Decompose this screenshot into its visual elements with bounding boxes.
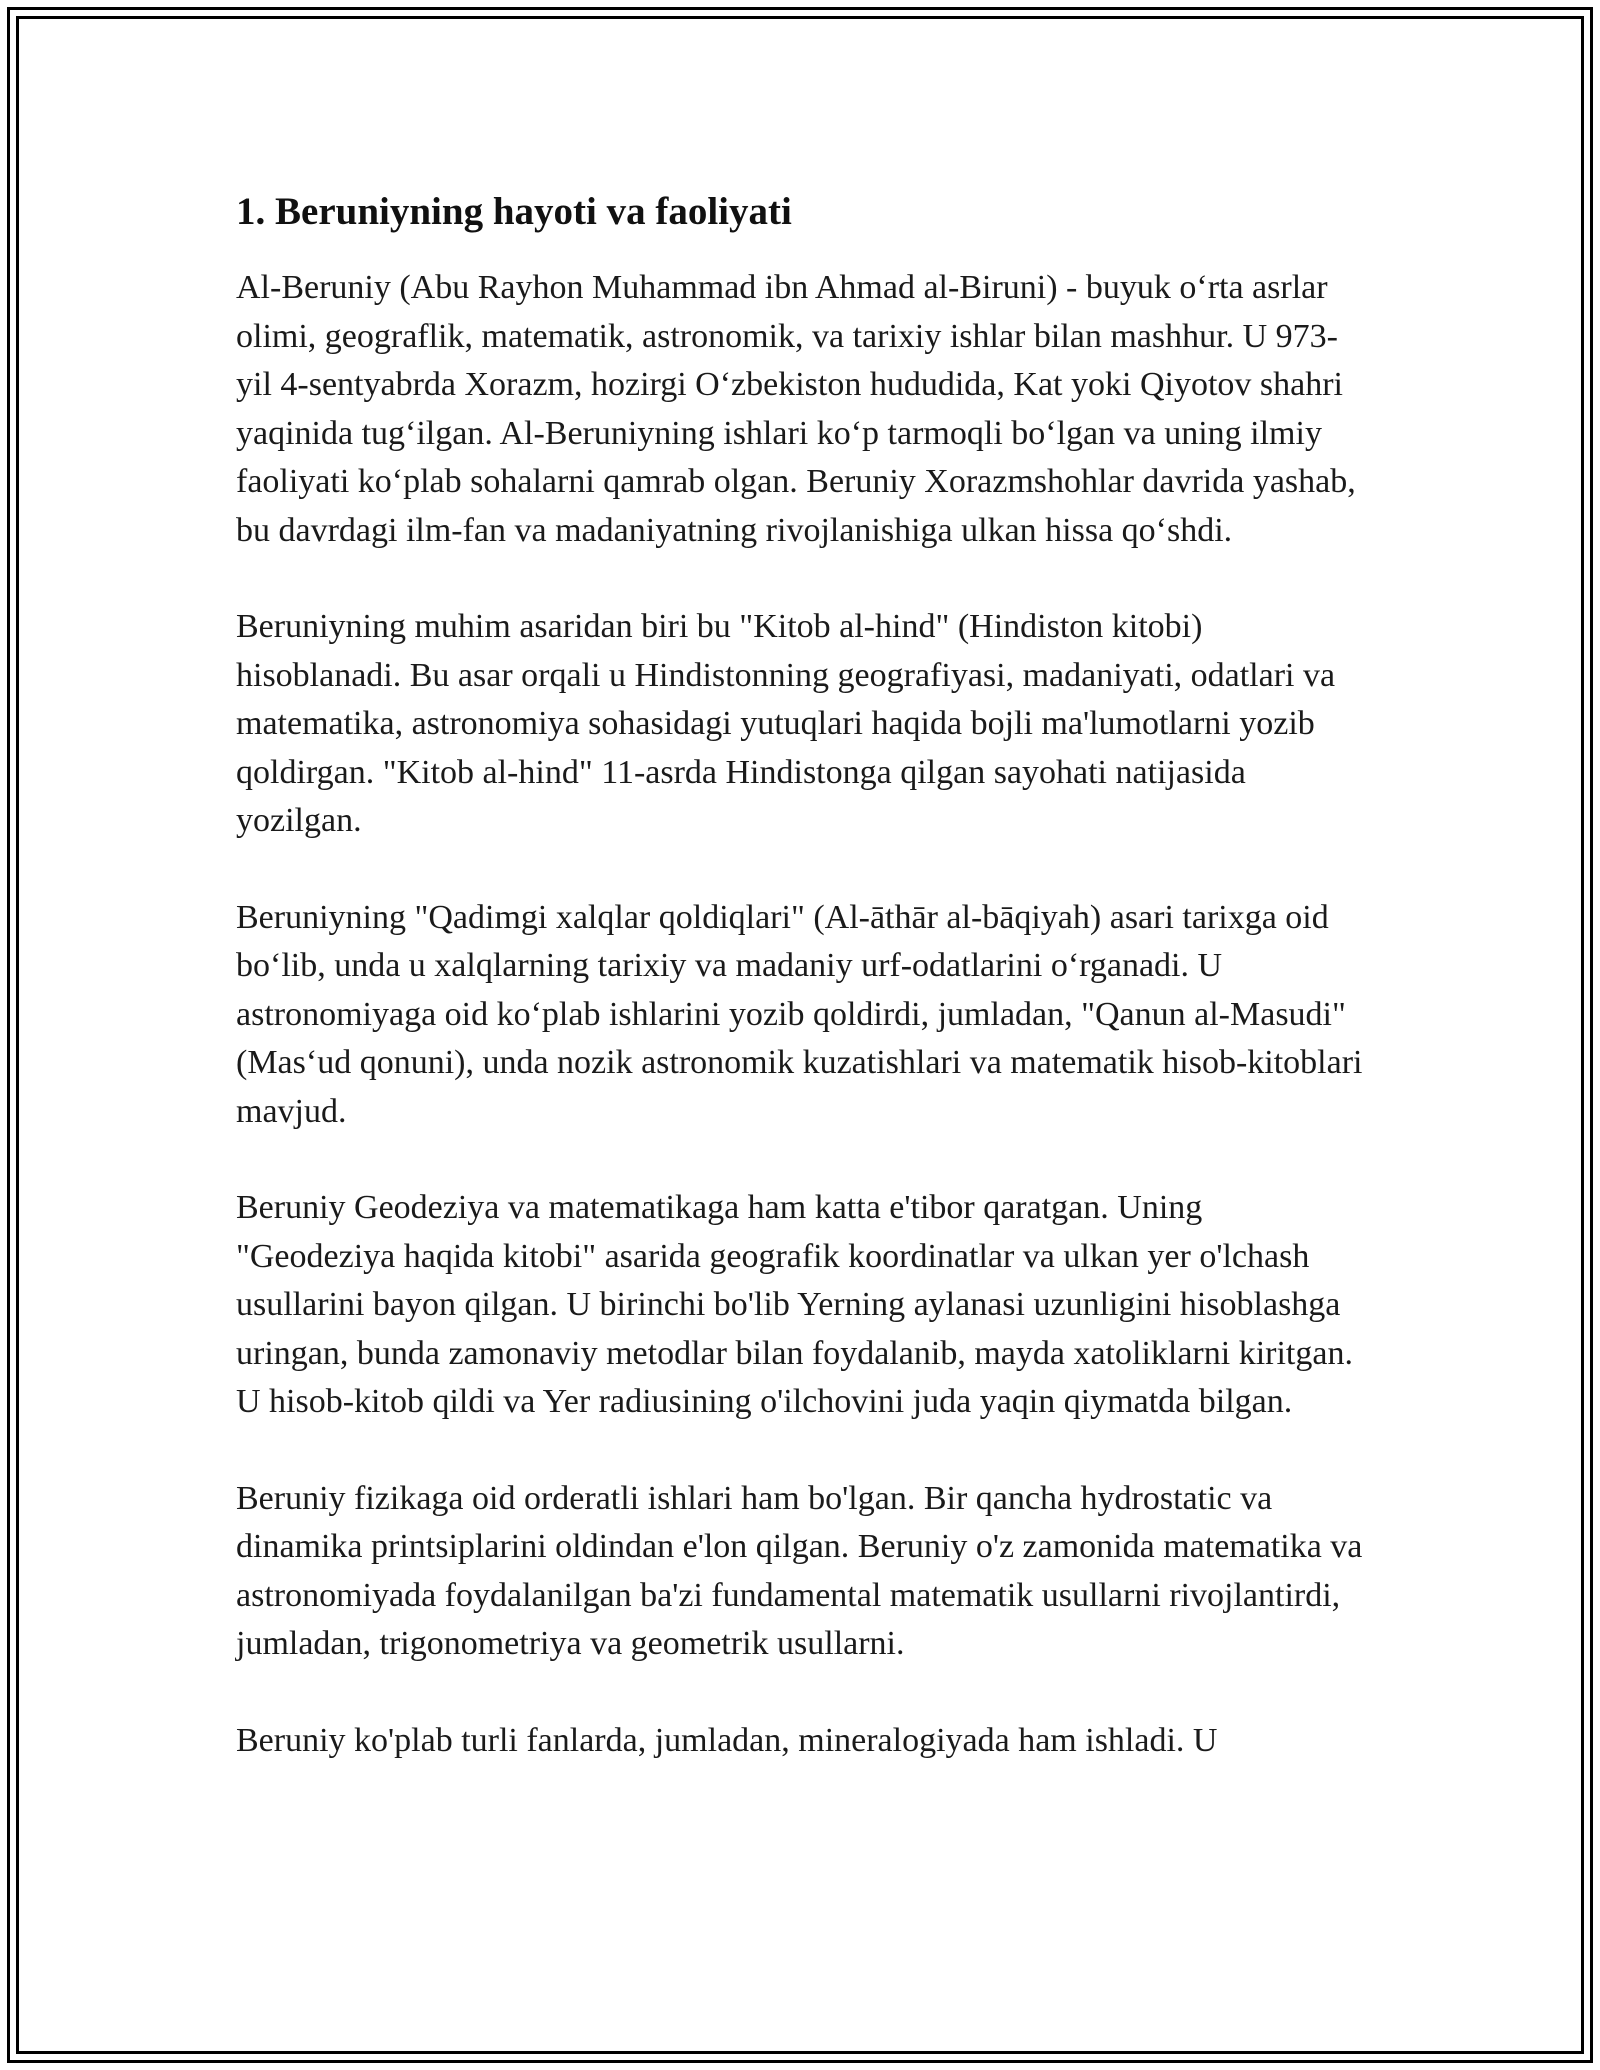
paragraph-biography: Al-Beruniy (Abu Rayhon Muhammad ibn Ahmad al-Biruni) - buyuk o‘rta asrlar olimi, geograflik, matematik, astronomik, va tarixiy ishlar bilan mashhur. U 973-yil 4-sentyabrda Xorazm, hozirgi O‘zbekiston hududida, Kat yoki Qiyotov shahri yaqinida tug‘ilgan. Al-Beruniyning ishlari ko‘p tarmoqli bo‘lgan va uning ilmiy faoliyati ko‘plab sohalarni qamrab olgan. Beruniy Xorazmshohlar davrida yashab, bu davrdagi ilm-fan va madaniyatning rivojlanishiga ulkan hissa qo‘shdi. [236, 269, 1356, 549]
paragraph-fizika: Beruniy fizikaga oid orderatli ishlari ham bo'lgan. Bir qancha hydrostatic va dinamika printsiplarini oldindan e'lon qilgan. Beruniy o'z zamonida matematika va astronomiyada foydalanilgan ba'zi fundamental matematik usullarni rivojlantirdi, jumladan, trigonometriya va geometrik usullarni. [236, 1479, 1363, 1662]
document-body [236, 186, 1366, 1813]
paragraph-qadimgi-xalqlar: Beruniyning "Qadimgi xalqlar qoldiqlari" (Al-āthār al-bāqiyah) asari tarixga oid bo‘lib, unda u xalqlarning tarixiy va madaniy urf-odatlarini o‘rganadi. U astronomiyaga oid ko‘plab ishlarini yozib qoldirdi, jumladan, "Qanun al-Masudi" (Mas‘ud qonuni), unda nozik astronomik kuzatishlari va matematik hisob-kitoblari mavjud. [236, 898, 1363, 1130]
paragraph-geodeziya: Beruniy Geodeziya va matematikaga ham katta e'tibor qaratgan. Uning "Geodeziya haqida kitobi" asarida geografik koordinatlar va ulkan yer o'lchash usullarini bayon qilgan. U birinchi bo'lib Yerning aylanasi uzunligini hisoblashga uringan, bunda zamonaviy metodlar bilan foydalanib, mayda xatoliklarni kiritgan. U hisob-kitob qildi va Yer radiusining o'ilchovini juda yaqin qiymatda bilgan. [236, 1189, 1353, 1420]
paragraph-kitob-al-hind: Beruniyning muhim asaridan biri bu "Kitob al-hind" (Hindiston kitobi) hisoblanadi. Bu asar orqali u Hindistonning geografiyasi, madaniyati, odatlari va matematika, astronomiya sohasidagi yutuqlari haqida bojli ma'lumotlarni yozib qoldirgan. "Kitob al-hind" 11-asrda Hindistonga qilgan sayohati natijasida yozilgan. [236, 608, 1336, 839]
section-heading: 1. Beruniyning hayoti va faoliyati [236, 190, 792, 233]
paragraph-mineralogiya: Beruniy ko'plab turli fanlarda, jumladan, mineralogiyada ham ishladi. U [236, 1721, 1218, 1759]
